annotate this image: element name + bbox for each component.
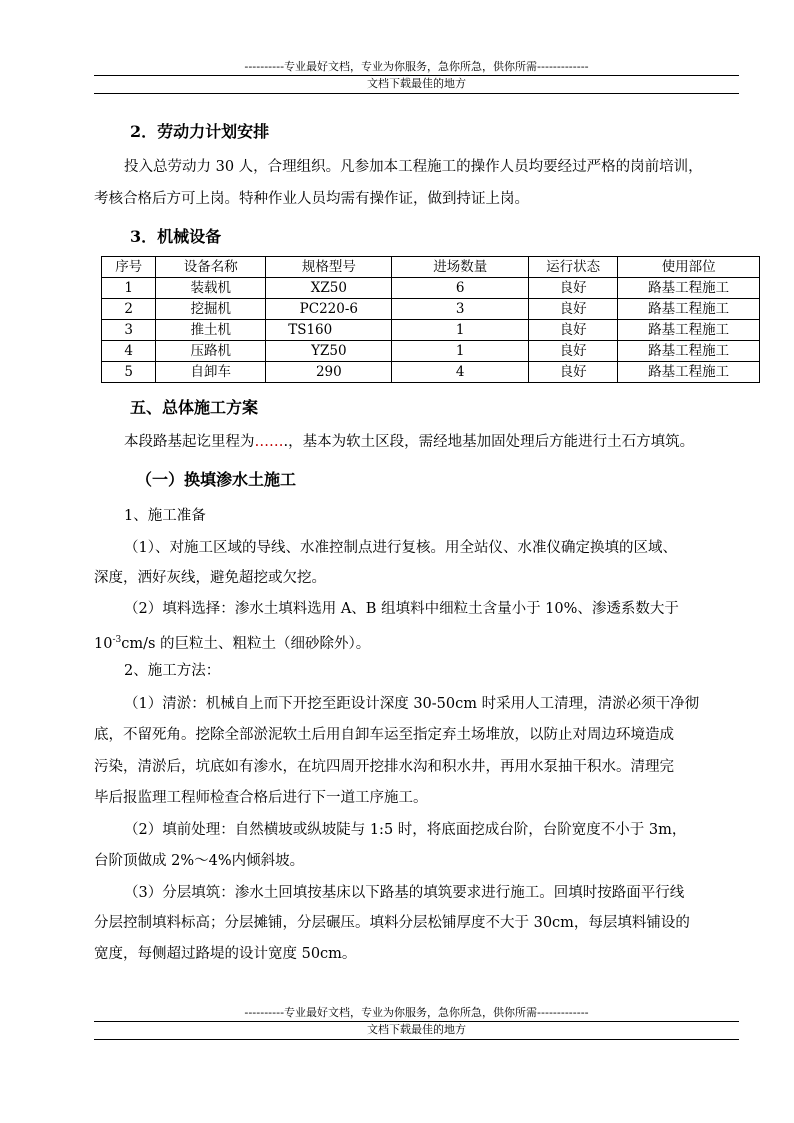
plan-mileage-placeholder: ……: [254, 434, 284, 450]
method1-line3: 污染，清淤后，坑底如有渗水，在坑四周开挖排水沟和积水井，再用水泵抽干积水。清理完: [94, 759, 674, 775]
method2-line2: 台阶顶做成 2%～4%内倾斜坡。: [94, 853, 305, 869]
table-row: [102, 341, 760, 362]
subsection-title: （一）换填渗水土施工: [136, 470, 297, 489]
table-row: [102, 362, 760, 383]
cell-name: 压路机: [156, 341, 266, 362]
cell-quantity: 1: [392, 341, 529, 362]
footer-slogan: ----------专业最好文档，专业为你服务，急你所急，供你所需-------------: [244, 1006, 589, 1019]
cell-quantity: 6: [392, 278, 529, 299]
footer-rule-bottom: [94, 1039, 739, 1040]
table-row: [102, 278, 760, 299]
col-header-status: 运行状态: [528, 257, 617, 278]
labor-paragraph-line1: 投入总劳动力 30 人，合理组织。凡参加本工程施工的操作人员均要经过严格的岗前培训，: [124, 159, 703, 175]
equipment-table-header-row: [102, 257, 760, 278]
prep-item2-line1: （2）填料选择：渗水土填料选用 A、B 组填料中细粒土含量小于 10%、渗透系数大于: [124, 601, 679, 617]
cell-index: 4: [102, 341, 156, 362]
cell-status: 良好: [528, 320, 617, 341]
prep-title: 1、施工准备: [124, 508, 206, 524]
cell-name: 挖掘机: [156, 299, 266, 320]
permeability-base: 10: [94, 635, 113, 652]
cell-model: TS160: [266, 320, 392, 341]
method-title: 2、施工方法：: [124, 663, 221, 679]
col-header-model: 规格型号: [266, 257, 392, 278]
col-header-quantity: 进场数量: [392, 257, 529, 278]
cell-name: 推土机: [156, 320, 266, 341]
method1-line2: 底，不留死角。挖除全部淤泥软土后用自卸车运至指定弃土场堆放，以防止对周边环境造成: [94, 727, 674, 743]
cell-usage: 路基工程施工: [618, 341, 760, 362]
cell-quantity: 3: [392, 299, 529, 320]
cell-status: 良好: [528, 299, 617, 320]
method3-line2: 分层控制填料标高；分层摊铺，分层碾压。填料分层松铺厚度不大于 30cm，每层填料铺设的: [94, 915, 690, 931]
method1-line1: （1）清淤：机械自上而下开挖至距设计深度 30-50cm 时采用人工清理，清淤必须干净彻: [124, 696, 700, 712]
prep-item2-line2: [94, 630, 370, 654]
prep-item1-line2: 深度，洒好灰线，避免超挖或欠挖。: [94, 570, 326, 586]
cell-usage: 路基工程施工: [618, 278, 760, 299]
permeability-rest: cm/s 的巨粒土、粗粒土（细砂除外）。: [121, 635, 371, 652]
col-header-name: 设备名称: [156, 257, 266, 278]
plan-paragraph: [124, 432, 694, 452]
cell-quantity: 4: [392, 362, 529, 383]
header-site: 文档下载最佳的地方: [367, 77, 466, 90]
col-header-usage: 使用部位: [618, 257, 760, 278]
cell-index: 3: [102, 320, 156, 341]
plan-text-end: .，基本为软土区段，需经地基加固处理后方能进行土石方填筑。: [283, 434, 695, 450]
cell-model: 290: [266, 362, 392, 383]
permeability-exponent: -3: [112, 635, 122, 645]
method3-line3: 宽度，每侧超过路堤的设计宽度 50cm。: [94, 946, 357, 962]
cell-usage: 路基工程施工: [618, 299, 760, 320]
header-slogan: ----------专业最好文档，专业为你服务，急你所急，供你所需-------------: [244, 60, 589, 73]
cell-model: YZ50: [266, 341, 392, 362]
method2-line1: （2）填前处理：自然横坡或纵坡陡与 1:5 时，将底面挖成台阶，台阶宽度不小于 3m，: [124, 822, 687, 838]
footer-site: 文档下载最佳的地方: [367, 1023, 466, 1036]
equipment-table: [101, 256, 760, 383]
header-rule-bottom: [94, 93, 739, 94]
labor-title: 2．劳动力计划安排: [130, 122, 270, 141]
cell-index: 1: [102, 278, 156, 299]
cell-name: 自卸车: [156, 362, 266, 383]
cell-status: 良好: [528, 278, 617, 299]
cell-index: 5: [102, 362, 156, 383]
cell-usage: 路基工程施工: [618, 362, 760, 383]
cell-name: 装载机: [156, 278, 266, 299]
table-row: [102, 320, 760, 341]
method3-line1: （3）分层填筑：渗水土回填按基床以下路基的填筑要求进行施工。回填时按路面平行线: [124, 885, 685, 901]
plan-text-start: 本段路基起讫里程为: [124, 434, 255, 450]
cell-model: XZ50: [266, 278, 392, 299]
cell-index: 2: [102, 299, 156, 320]
col-header-index: 序号: [102, 257, 156, 278]
prep-item1-line1: （1）、对施工区域的导线、水准控制点进行复核。用全站仪、水准仪确定换填的区域、: [124, 540, 677, 556]
cell-status: 良好: [528, 362, 617, 383]
cell-model: PC220-6: [266, 299, 392, 320]
equipment-title: 3．机械设备: [130, 227, 222, 246]
method1-line4: 毕后报监理工程师检查合格后进行下一道工序施工。: [94, 790, 428, 806]
cell-quantity: 1: [392, 320, 529, 341]
plan-title: 五、总体施工方案: [130, 398, 259, 417]
cell-usage: 路基工程施工: [618, 320, 760, 341]
labor-paragraph-line2: 考核合格后方可上岗。特种作业人员均需有操作证，做到持证上岗。: [94, 191, 529, 207]
table-row: [102, 299, 760, 320]
cell-status: 良好: [528, 341, 617, 362]
